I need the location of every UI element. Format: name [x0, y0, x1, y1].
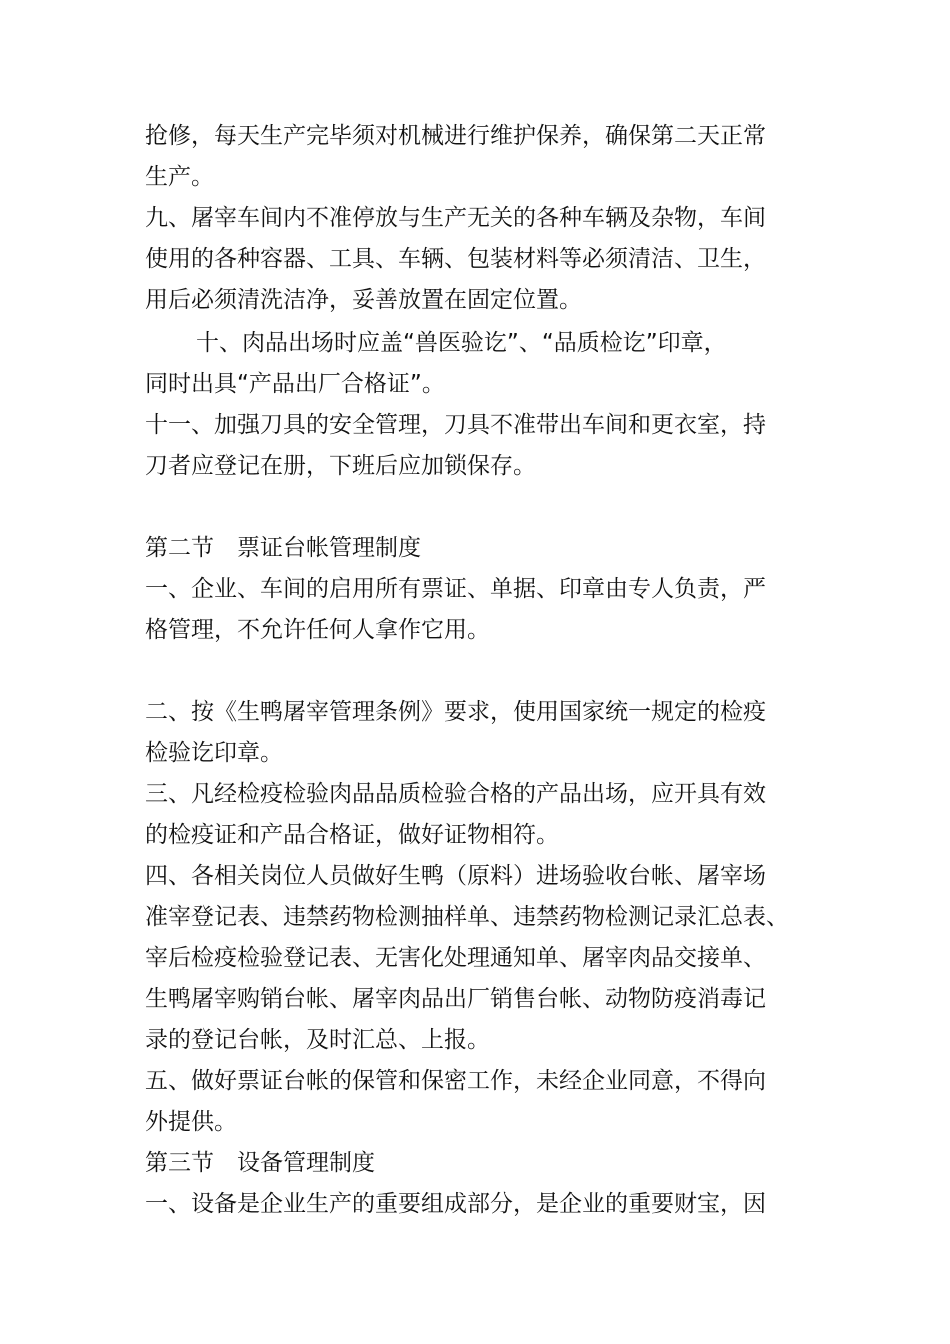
- text-line: 十一、加强刀具的安全管理，刀具不准带出车间和更衣室，持: [145, 412, 766, 438]
- text-line: 九、屠宰车间内不准停放与生产无关的各种车辆及杂物，车间: [145, 205, 766, 231]
- text-line: 格管理，不允许任何人拿作它用。: [145, 617, 490, 643]
- text-line: 二、按《生鸭屠宰管理条例》要求，使用国家统一规定的检疫: [145, 699, 766, 725]
- section-heading: 第三节 设备管理制度: [145, 1150, 375, 1176]
- text-line: 四、各相关岗位人员做好生鸭（原料）进场验收台帐、屠宰场: [145, 863, 766, 889]
- text-line: 同时出具“产品出厂合格证”。: [145, 371, 445, 397]
- text-line: 用后必须清洗洁净，妥善放置在固定位置。: [145, 287, 582, 313]
- text-line: 十、肉品出场时应盖“兽医验讫”、“品质检讫”印章，: [196, 330, 727, 356]
- text-line: 使用的各种容器、工具、车辆、包装材料等必须清洁、卫生，: [145, 246, 766, 272]
- text-line: 录的登记台帐，及时汇总、上报。: [145, 1027, 490, 1053]
- text-line: 准宰登记表、违禁药物检测抽样单、违禁药物检测记录汇总表、: [145, 904, 789, 930]
- text-line: 生鸭屠宰购销台帐、屠宰肉品出厂销售台帐、动物防疫消毒记: [145, 986, 766, 1012]
- text-line: 三、凡经检疫检验肉品品质检验合格的产品出场，应开具有效: [145, 781, 766, 807]
- text-line: 抢修，每天生产完毕须对机械进行维护保养，确保第二天正常: [145, 123, 766, 149]
- text-line: 的检疫证和产品合格证，做好证物相符。: [145, 822, 559, 848]
- text-line: 一、设备是企业生产的重要组成部分，是企业的重要财宝，因: [145, 1191, 766, 1217]
- text-line: 宰后检疫检验登记表、无害化处理通知单、屠宰肉品交接单、: [145, 945, 766, 971]
- text-line: 五、做好票证台帐的保管和保密工作，未经企业同意，不得向: [145, 1068, 766, 1094]
- text-line: 外提供。: [145, 1109, 237, 1135]
- text-line: 检验讫印章。: [145, 740, 283, 766]
- text-line: 一、企业、车间的启用所有票证、单据、印章由专人负责，严: [145, 576, 766, 602]
- text-line: 生产。: [145, 164, 214, 190]
- section-heading: 第二节 票证台帐管理制度: [145, 535, 421, 561]
- text-line: 刀者应登记在册，下班后应加锁保存。: [145, 453, 536, 479]
